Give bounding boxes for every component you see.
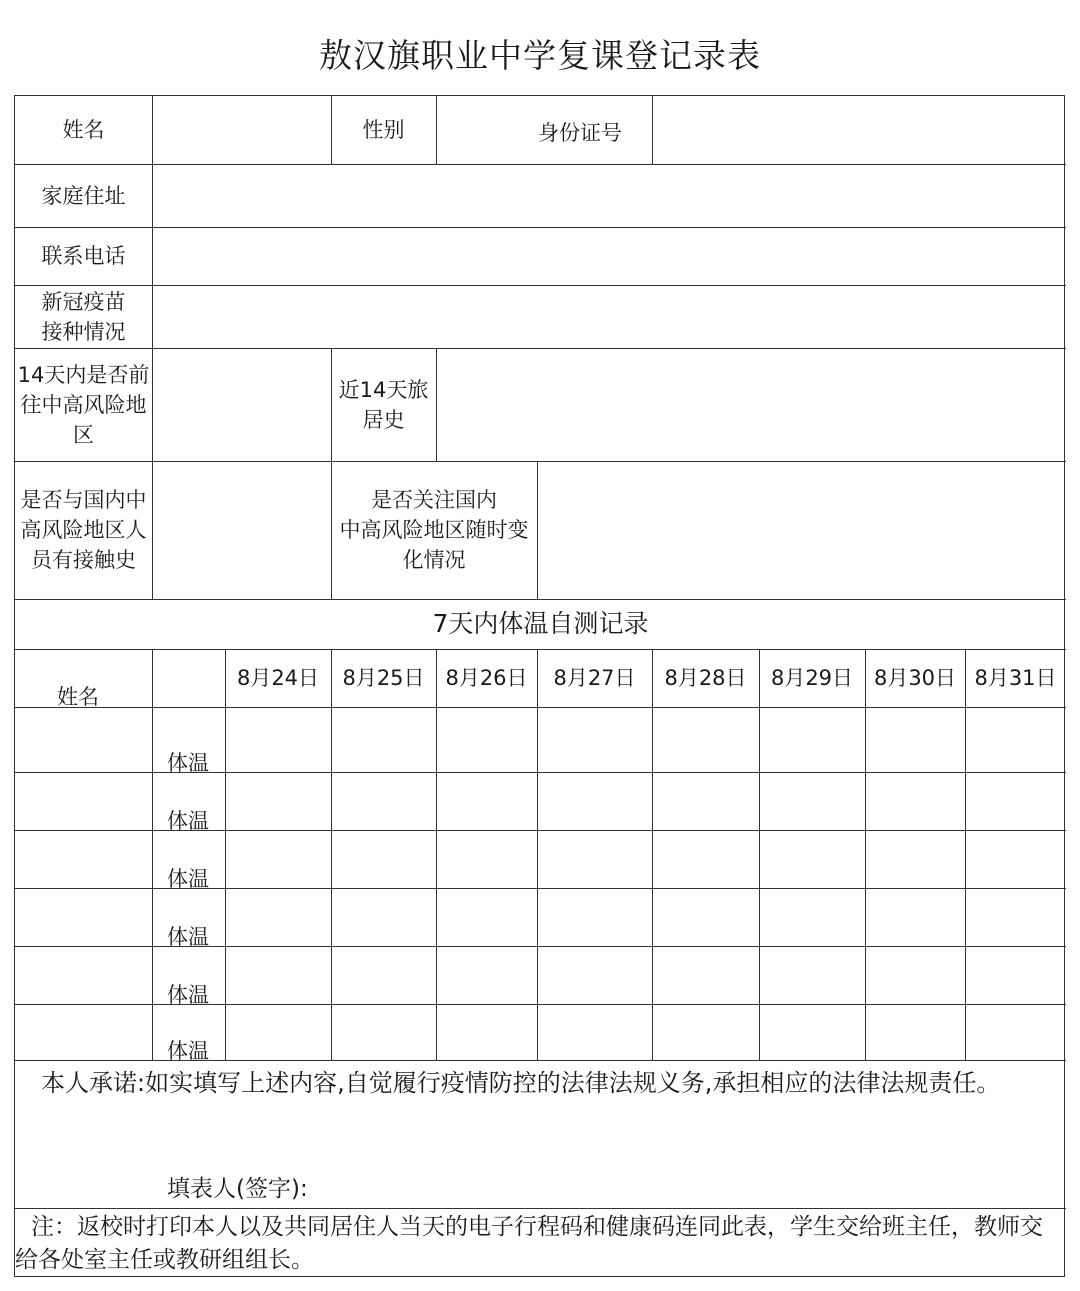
temperature-entry-cell[interactable] [226,773,331,830]
date-header: 8月30日 [873,666,957,690]
temperature-entry-cell[interactable] [653,1005,759,1060]
date-header: 8月29日 [770,666,854,690]
gender-label: 性别 [362,118,405,142]
signature-field[interactable] [325,1162,725,1202]
temperature-entry-cell[interactable] [226,889,331,946]
travel-history-label: 近14天旅 居史 [338,377,429,432]
name-label: 姓名 [62,118,105,142]
temperature-entry-cell[interactable] [332,1005,436,1060]
temperature-entry-cell[interactable] [226,831,331,888]
date-header: 8月26日 [445,666,528,690]
temperature-entry-cell[interactable] [966,708,1066,772]
temperature-entry-cell[interactable] [966,1005,1066,1060]
contact-risk-people-field[interactable] [153,461,331,599]
temperature-name-cell[interactable] [15,1004,152,1060]
note-text: 返校时打印本人以及共同居住人当天的电子行程码和健康码连同此表，学生交给班主任，教师交给各处室主任或教研组组长。 [15,1214,1043,1273]
date-header: 8月31日 [974,666,1057,690]
temperature-entry-cell[interactable] [332,947,436,1004]
date-header: 8月28日 [664,666,747,690]
phone-label: 联系电话 [41,244,126,268]
temperature-row-label: 体温 [167,1039,209,1063]
temperature-entry-cell[interactable] [332,708,436,772]
temperature-entry-cell[interactable] [437,773,537,830]
temperature-entry-cell[interactable] [653,831,759,888]
temperature-entry-cell[interactable] [966,889,1066,946]
temperature-entry-cell[interactable] [226,947,331,1004]
temperature-entry-cell[interactable] [437,708,537,772]
id-number-label: 身份证号 [538,121,622,145]
temperature-entry-cell[interactable] [437,947,537,1004]
form-title: 敖汉旗职业中学复课登记录表 [319,36,761,75]
temperature-entry-cell[interactable] [866,708,965,772]
vaccine-field[interactable] [153,285,1066,348]
temperature-entry-cell[interactable] [538,831,652,888]
temperature-entry-cell[interactable] [332,831,436,888]
temperature-name-cell[interactable] [15,707,152,772]
temperature-entry-cell[interactable] [437,1005,537,1060]
temperature-entry-cell[interactable] [332,889,436,946]
vaccine-label: 新冠疫苗 接种情况 [41,289,126,344]
temperature-entry-cell[interactable] [760,889,865,946]
visited-risk-area-field[interactable] [153,348,331,461]
id-number-field[interactable] [653,96,1066,164]
signer-label: 填表人(签字): [167,1176,308,1202]
home-address-field[interactable] [153,164,1066,227]
temperature-entry-cell[interactable] [538,1005,652,1060]
temperature-entry-cell[interactable] [760,773,865,830]
temperature-entry-cell[interactable] [866,831,965,888]
registration-form [14,95,1065,1277]
temperature-entry-cell[interactable] [437,889,537,946]
follow-risk-changes-field[interactable] [538,461,1066,599]
temperature-row-label: 体温 [167,751,209,775]
temperature-row-label: 体温 [167,867,209,891]
temperature-entry-cell[interactable] [760,947,865,1004]
date-header: 8月25日 [342,666,425,690]
pledge-text: 本人承诺:如实填写上述内容,自觉履行疫情防控的法律法规义务,承担相应的法律法规责任。 [41,1069,1001,1097]
follow-risk-changes-label: 是否关注国内 中高风险地区随时变 化情况 [339,488,529,572]
gender-field[interactable] [437,96,537,164]
temperature-name-header: 姓名 [57,685,99,709]
contact-risk-people-label: 是否与国内中 高风险地区人 员有接触史 [20,488,147,572]
temperature-entry-cell[interactable] [538,773,652,830]
temperature-entry-cell[interactable] [760,708,865,772]
temperature-entry-cell[interactable] [653,773,759,830]
temperature-entry-cell[interactable] [866,1005,965,1060]
name-field[interactable] [153,96,331,164]
temperature-entry-cell[interactable] [538,947,652,1004]
note-prefix: 注： [31,1214,77,1240]
phone-field[interactable] [153,227,1066,285]
visited-risk-area-label: 14天内是否前 往中高风险地 区 [17,362,150,447]
temperature-name-cell[interactable] [15,888,152,946]
temperature-entry-cell[interactable] [226,1005,331,1060]
temperature-entry-cell[interactable] [866,773,965,830]
temperature-section-title: 7天内体温自测记录 [432,609,649,638]
temperature-entry-cell[interactable] [966,773,1066,830]
temperature-entry-cell[interactable] [653,889,759,946]
temperature-row-label: 体温 [167,983,209,1007]
temperature-name-cell[interactable] [15,772,152,830]
date-header: 8月24日 [236,666,320,690]
travel-history-field[interactable] [437,348,1066,461]
date-header: 8月27日 [553,666,636,690]
temperature-entry-cell[interactable] [332,773,436,830]
note-paragraph [15,1211,1063,1277]
temperature-entry-cell[interactable] [966,947,1066,1004]
temperature-entry-cell[interactable] [653,708,759,772]
temperature-entry-cell[interactable] [866,889,965,946]
temperature-row-label: 体温 [167,925,209,949]
temperature-entry-cell[interactable] [437,831,537,888]
temperature-entry-cell[interactable] [538,889,652,946]
temperature-name-cell[interactable] [15,946,152,1004]
temperature-name-cell[interactable] [15,830,152,888]
temperature-entry-cell[interactable] [866,947,965,1004]
home-address-label: 家庭住址 [41,183,126,208]
temperature-entry-cell[interactable] [760,831,865,888]
temperature-entry-cell[interactable] [226,708,331,772]
temperature-row-label: 体温 [167,809,209,833]
temperature-entry-cell[interactable] [538,708,652,772]
temperature-entry-cell[interactable] [760,1005,865,1060]
temperature-entry-cell[interactable] [966,831,1066,888]
temperature-entry-cell[interactable] [653,947,759,1004]
